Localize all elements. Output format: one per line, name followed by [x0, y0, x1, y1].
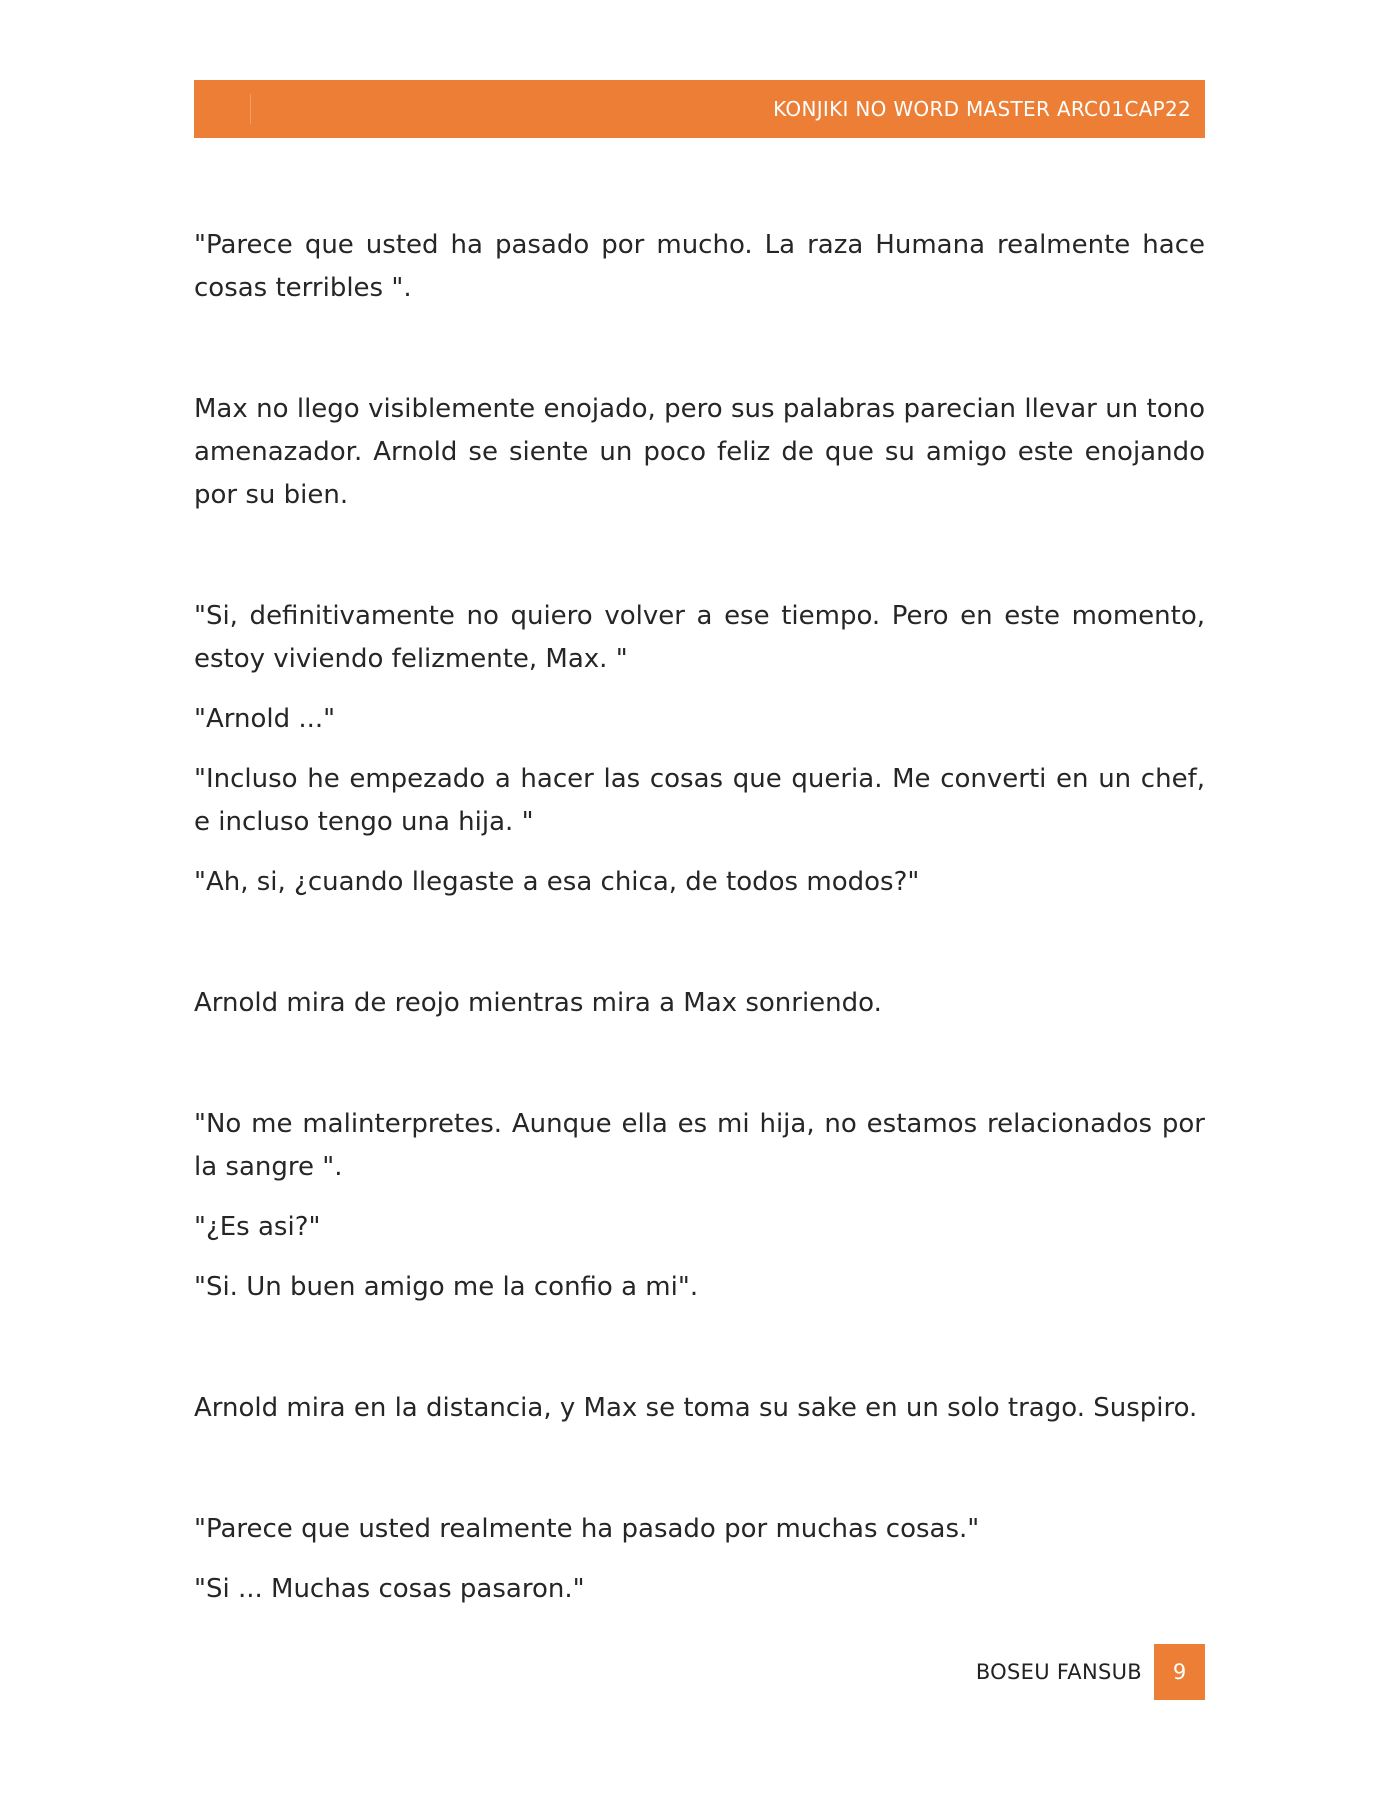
paragraph: "Si, definitivamente no quiero volver a ese tiempo. Pero en este momento, estoy viviendo felizmente, Max. ": [194, 601, 1205, 674]
paragraph: Arnold mira en la distancia, y Max se toma su sake en un solo trago. Suspiro.: [194, 1393, 1198, 1423]
page-header-bar: [194, 80, 1205, 138]
paragraph: "No me malinterpretes. Aunque ella es mi hija, no estamos relacionados por la sangre ".: [194, 1109, 1205, 1182]
paragraph: "Incluso he empezado a hacer las cosas que queria. Me converti en un chef, e incluso tengo una hija. ": [194, 764, 1205, 837]
page-number-badge: [1154, 1644, 1205, 1700]
paragraph: "Si. Un buen amigo me la confio a mi".: [194, 1272, 699, 1302]
page-footer: [976, 1644, 1205, 1700]
paragraph: Max no llego visiblemente enojado, pero sus palabras parecian llevar un tono amenazador. Arnold se siente un poco feliz de que su amigo este enojando por su bien.: [194, 394, 1205, 510]
header-title: KONJIKI NO WORD MASTER ARC01CAP22: [773, 97, 1191, 121]
paragraph: "Parece que usted realmente ha pasado por muchas cosas.": [194, 1514, 980, 1544]
paragraph: "Arnold ...": [194, 704, 336, 734]
paragraph: "Si ... Muchas cosas pasaron.": [194, 1574, 585, 1604]
paragraph: "¿Es asi?": [194, 1212, 321, 1242]
paragraph: "Parece que usted ha pasado por mucho. La raza Humana realmente hace cosas terribles ".: [194, 230, 1205, 303]
page-content: [194, 224, 1205, 1611]
page-number: 9: [1172, 1660, 1187, 1684]
header-divider: [250, 94, 251, 124]
footer-label: BOSEU FANSUB: [975, 1660, 1142, 1684]
paragraph: "Ah, si, ¿cuando llegaste a esa chica, de todos modos?": [194, 867, 920, 897]
paragraph: Arnold mira de reojo mientras mira a Max sonriendo.: [194, 988, 882, 1018]
